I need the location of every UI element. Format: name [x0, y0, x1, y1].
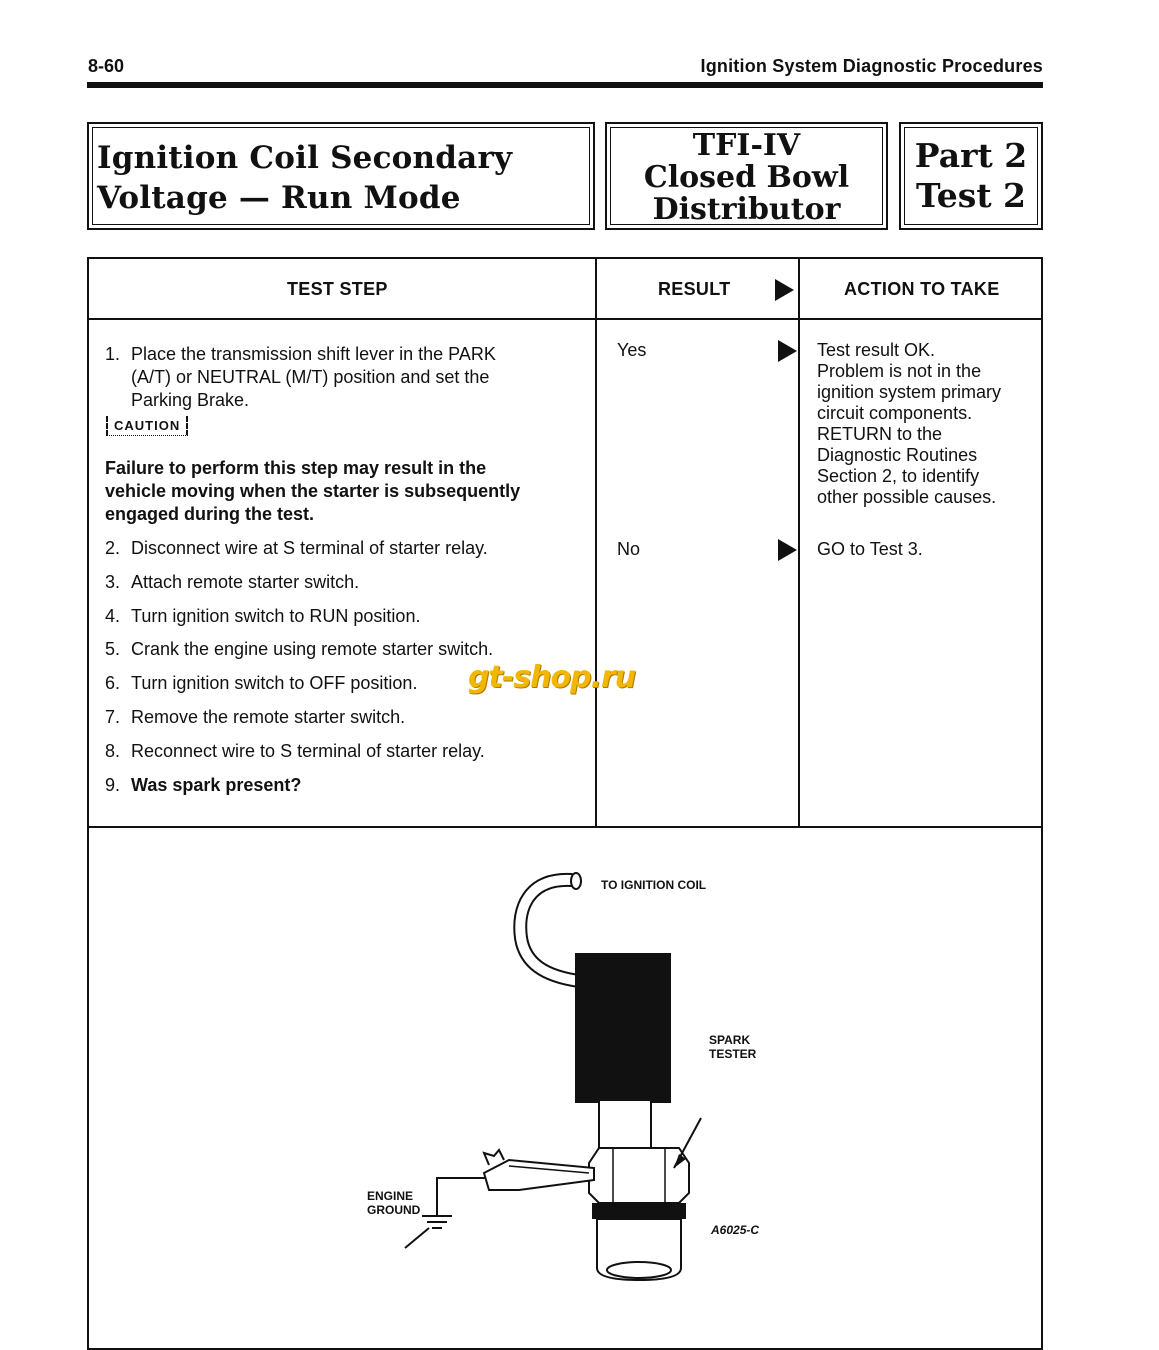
arrow-right-icon: [778, 539, 797, 561]
result-yes: Yes: [617, 340, 647, 360]
distributor-title-box: [605, 122, 888, 230]
result-no: No: [617, 539, 641, 559]
test-label: Test 2: [915, 176, 1027, 215]
arrow-right-icon: [775, 279, 794, 301]
test-step-5: 5. Crank the engine using remote starter switch.: [105, 639, 494, 659]
caution-text: Failure to perform this step may result in the vehicle moving when the starter is subsequently engaged during the test.: [105, 458, 521, 524]
diagnostic-table: [87, 257, 1043, 1350]
test-step-2: 2. Disconnect wire at S terminal of starter relay.: [105, 538, 488, 558]
test-step-6: 6. Turn ignition switch to OFF position.: [105, 673, 418, 693]
spark-tester-illustration: [89, 828, 1041, 1348]
part-test-box: [899, 122, 1043, 230]
watermark-logo: gt-shop.ru: [468, 660, 636, 695]
test-step-4: 4. Turn ignition switch to RUN position.: [105, 606, 421, 626]
procedure-title-line2: Voltage — Run Mode: [97, 180, 461, 216]
test-step-3: 3. Attach remote starter switch.: [105, 572, 360, 592]
test-step-8: 8. Reconnect wire to S terminal of starter relay.: [105, 741, 485, 761]
caution-badge: CAUTION: [106, 416, 188, 436]
header-divider: [89, 318, 1041, 320]
col-header-test-step: TEST STEP: [287, 279, 388, 299]
procedure-title-line1: Ignition Coil Secondary: [97, 140, 513, 176]
label-engine-ground: ENGINE GROUND: [367, 1189, 421, 1217]
page-number: 8-60: [88, 56, 125, 76]
action-yes: Test result OK. Problem is not in the ignition system primary circuit components. RETURN to the Diagnostic Routines Section 2, to identify other possible causes.: [817, 340, 1002, 507]
test-step-7: 7. Remove the remote starter switch.: [105, 707, 406, 727]
col-header-action: ACTION TO TAKE: [844, 279, 1000, 299]
section-title: Ignition System Diagnostic Procedures: [700, 56, 1043, 76]
distributor-title-line1: TFI-IV: [692, 128, 801, 163]
procedure-title-box: [87, 122, 595, 230]
test-step-9: 9. Was spark present?: [105, 775, 302, 795]
part-label: Part 2: [914, 136, 1028, 175]
arrow-right-icon: [778, 340, 797, 362]
distributor-title-line2: Closed Bowl: [643, 160, 850, 195]
distributor-title-line3: Distributor: [652, 192, 841, 227]
col-divider-1: [595, 259, 597, 827]
header-rule: [87, 82, 1043, 88]
test-step-1: 1. Place the transmission shift lever in the PARK (A/T) or NEUTRAL (M/T) position and set the Parking Brake.: [105, 344, 496, 410]
col-divider-2: [798, 259, 800, 827]
col-header-result: RESULT: [658, 279, 731, 299]
action-no: GO to Test 3.: [817, 539, 923, 559]
figure-id: A6025-C: [711, 1223, 760, 1237]
label-to-ignition-coil: TO IGNITION COIL: [601, 878, 707, 892]
label-spark-tester: SPARK TESTER: [709, 1033, 757, 1061]
